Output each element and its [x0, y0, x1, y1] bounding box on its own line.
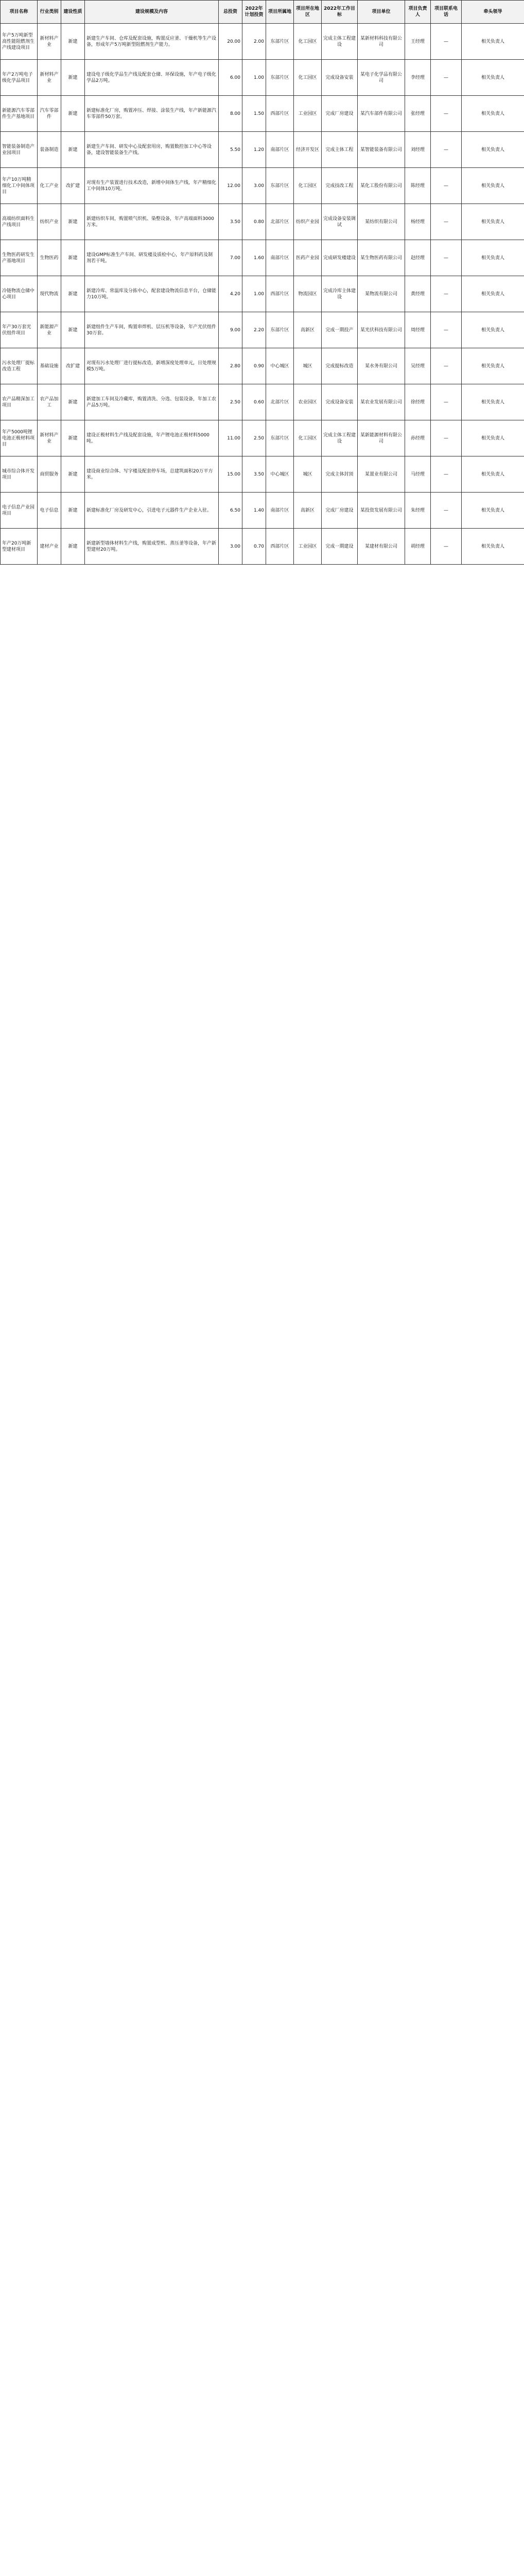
table-cell: —: [431, 384, 462, 420]
table-row: [1, 384, 524, 420]
table-cell: 新材料产业: [38, 60, 61, 96]
table-row: [1, 312, 524, 348]
table-cell: 对现有污水处理厂进行提标改造，新增深度处理单元，日处理规模5万吨。: [85, 348, 219, 384]
table-cell: 6.50: [219, 493, 242, 529]
table-cell: 完成厂房建设: [322, 96, 358, 132]
table-cell: —: [431, 240, 462, 276]
column-header: 建设规模及内容: [85, 1, 219, 24]
table-cell: 医药产业园: [294, 240, 322, 276]
table-cell: 东部片区: [266, 24, 294, 60]
table-cell: 冷链物流仓储中心项目: [1, 276, 38, 312]
table-cell: 生物医药: [38, 240, 61, 276]
table-cell: 完成主体工程建设: [322, 24, 358, 60]
column-header: 项目负责人: [405, 1, 431, 24]
table-cell: 建设正极材料生产线及配套设施，年产锂电池正极材料5000吨。: [85, 420, 219, 456]
table-cell: 某化工股份有限公司: [358, 168, 405, 204]
table-cell: 高新区: [294, 312, 322, 348]
project-table: [0, 0, 524, 565]
table-cell: 3.50: [242, 456, 266, 493]
table-cell: 5.50: [219, 132, 242, 168]
table-cell: 杨经理: [405, 204, 431, 240]
table-cell: 新材料产业: [38, 24, 61, 60]
table-cell: 南部片区: [266, 132, 294, 168]
table-cell: 中心城区: [266, 348, 294, 384]
table-cell: 1.00: [242, 60, 266, 96]
table-cell: 新建标准化厂房，购置冲压、焊接、涂装生产线，年产新能源汽车零部件50万套。: [85, 96, 219, 132]
table-cell: 新建: [61, 529, 85, 565]
table-cell: 北部片区: [266, 204, 294, 240]
table-cell: 7.00: [219, 240, 242, 276]
table-cell: 某新材料科技有限公司: [358, 24, 405, 60]
table-cell: 1.50: [242, 96, 266, 132]
table-cell: 年产5万吨新型高性能阻燃剂生产线建设项目: [1, 24, 38, 60]
table-cell: 1.40: [242, 493, 266, 529]
table-cell: 化工园区: [294, 420, 322, 456]
table-cell: 15.00: [219, 456, 242, 493]
table-cell: 相关负责人: [462, 420, 524, 456]
table-cell: 完成设备安装: [322, 384, 358, 420]
table-cell: 完成主体封顶: [322, 456, 358, 493]
table-cell: 0.60: [242, 384, 266, 420]
table-cell: 完成一期建设: [322, 529, 358, 565]
table-cell: 20.00: [219, 24, 242, 60]
table-cell: —: [431, 420, 462, 456]
table-cell: 相关负责人: [462, 204, 524, 240]
table-cell: 新能源汽车零部件生产基地项目: [1, 96, 38, 132]
table-cell: —: [431, 24, 462, 60]
table-cell: 新建生产车间、仓库及配套设施，购置反应釜、干燥机等生产设备，形成年产5万吨新型阻燃剂生产能力。: [85, 24, 219, 60]
column-header: 建设性质: [61, 1, 85, 24]
table-cell: —: [431, 312, 462, 348]
table-cell: 4.20: [219, 276, 242, 312]
table-cell: 某汽车部件有限公司: [358, 96, 405, 132]
table-cell: 相关负责人: [462, 312, 524, 348]
table-cell: 孙经理: [405, 420, 431, 456]
table-cell: 胡经理: [405, 529, 431, 565]
table-cell: 2.50: [242, 420, 266, 456]
table-cell: 完成主体工程: [322, 132, 358, 168]
table-cell: 新建加工车间及冷藏库，购置清洗、分选、包装设备，年加工农产品5万吨。: [85, 384, 219, 420]
table-cell: 生物医药研发生产基地项目: [1, 240, 38, 276]
table-cell: 纺织产业: [38, 204, 61, 240]
table-cell: 完成一期投产: [322, 312, 358, 348]
table-row: [1, 168, 524, 204]
table-cell: 相关负责人: [462, 240, 524, 276]
table-cell: —: [431, 348, 462, 384]
table-cell: 建设GMP标准生产车间、研发楼及质检中心，年产原料药及制剂若干吨。: [85, 240, 219, 276]
table-cell: 相关负责人: [462, 24, 524, 60]
table-cell: 3.00: [219, 529, 242, 565]
table-cell: 完成研发楼建设: [322, 240, 358, 276]
table-cell: 新建: [61, 384, 85, 420]
table-cell: 12.00: [219, 168, 242, 204]
table-cell: 新建: [61, 276, 85, 312]
table-cell: 城区: [294, 348, 322, 384]
column-header: 牵头领导: [462, 1, 524, 24]
table-cell: 新建新型墙体材料生产线，购置成型机、蒸压釜等设备，年产新型建材20万吨。: [85, 529, 219, 565]
table-cell: 化工园区: [294, 24, 322, 60]
table-cell: 某智能装备有限公司: [358, 132, 405, 168]
table-cell: 新建冷库、常温库及分拣中心，配套建设物流信息平台，仓储能力10万吨。: [85, 276, 219, 312]
table-cell: 某生物医药有限公司: [358, 240, 405, 276]
table-cell: 北部片区: [266, 384, 294, 420]
column-header: 项目联系电话: [431, 1, 462, 24]
table-cell: 年产20万吨新型建材项目: [1, 529, 38, 565]
table-cell: 完成设备安装调试: [322, 204, 358, 240]
table-cell: 污水处理厂提标改造工程: [1, 348, 38, 384]
table-cell: 东部片区: [266, 60, 294, 96]
table-cell: 马经理: [405, 456, 431, 493]
table-body: [1, 24, 524, 565]
table-row: [1, 456, 524, 493]
table-cell: 西部片区: [266, 96, 294, 132]
table-cell: 化工产业: [38, 168, 61, 204]
table-cell: 建材产业: [38, 529, 61, 565]
table-cell: 南部片区: [266, 493, 294, 529]
table-cell: 年产30万套光伏组件项目: [1, 312, 38, 348]
table-row: [1, 204, 524, 240]
table-cell: 吴经理: [405, 348, 431, 384]
table-cell: 0.70: [242, 529, 266, 565]
table-cell: 3.00: [242, 168, 266, 204]
table-cell: 智能装备制造产业园项目: [1, 132, 38, 168]
table-cell: 中心城区: [266, 456, 294, 493]
table-row: [1, 24, 524, 60]
table-cell: 新建纺织车间，购置喷气织机、染整设备，年产高端面料3000万米。: [85, 204, 219, 240]
column-header: 项目名称: [1, 1, 38, 24]
table-cell: 新建: [61, 204, 85, 240]
table-cell: 农业园区: [294, 384, 322, 420]
table-cell: 1.00: [242, 276, 266, 312]
table-cell: 朱经理: [405, 493, 431, 529]
table-cell: 东部片区: [266, 420, 294, 456]
table-cell: 东部片区: [266, 312, 294, 348]
table-cell: 年产2万吨电子级化学品项目: [1, 60, 38, 96]
table-cell: 完成冷库主体建设: [322, 276, 358, 312]
table-cell: 3.50: [219, 204, 242, 240]
table-cell: 工业园区: [294, 96, 322, 132]
table-cell: 相关负责人: [462, 132, 524, 168]
table-cell: 某新能源材料有限公司: [358, 420, 405, 456]
table-cell: 城市综合体开发项目: [1, 456, 38, 493]
table-cell: 王经理: [405, 24, 431, 60]
table-cell: 城区: [294, 456, 322, 493]
table-cell: 某光伏科技有限公司: [358, 312, 405, 348]
table-cell: 电子信息产业园项目: [1, 493, 38, 529]
table-cell: 某置业有限公司: [358, 456, 405, 493]
table-cell: 黄经理: [405, 276, 431, 312]
table-cell: 新建: [61, 312, 85, 348]
table-cell: 6.00: [219, 60, 242, 96]
table-cell: 新建: [61, 456, 85, 493]
table-cell: 相关负责人: [462, 456, 524, 493]
table-cell: 11.00: [219, 420, 242, 456]
table-cell: —: [431, 493, 462, 529]
table-cell: —: [431, 96, 462, 132]
table-cell: 周经理: [405, 312, 431, 348]
table-cell: 2.20: [242, 312, 266, 348]
table-cell: 电子信息: [38, 493, 61, 529]
table-cell: 基础设施: [38, 348, 61, 384]
table-cell: 改扩建: [61, 168, 85, 204]
table-cell: 装备制造: [38, 132, 61, 168]
table-cell: 农产品加工: [38, 384, 61, 420]
table-cell: 新建: [61, 420, 85, 456]
table-cell: 新建: [61, 240, 85, 276]
table-cell: 相关负责人: [462, 384, 524, 420]
table-row: [1, 240, 524, 276]
table-cell: 纺织产业园: [294, 204, 322, 240]
table-cell: 西部片区: [266, 276, 294, 312]
table-cell: 某电子化学品有限公司: [358, 60, 405, 96]
table-row: [1, 529, 524, 565]
table-cell: 完成厂房建设: [322, 493, 358, 529]
table-cell: —: [431, 132, 462, 168]
table-cell: 新建: [61, 493, 85, 529]
table-cell: 农产品精深加工项目: [1, 384, 38, 420]
table-cell: 某农业发展有限公司: [358, 384, 405, 420]
table-cell: 汽车零部件: [38, 96, 61, 132]
table-cell: 相关负责人: [462, 348, 524, 384]
table-row: [1, 96, 524, 132]
table-cell: 东部片区: [266, 168, 294, 204]
table-cell: 赵经理: [405, 240, 431, 276]
table-row: [1, 132, 524, 168]
column-header: 2022年工作目标: [322, 1, 358, 24]
table-cell: 南部片区: [266, 240, 294, 276]
table-cell: 工业园区: [294, 529, 322, 565]
table-cell: 建设电子级化学品生产线及配套仓储、环保设施，年产电子级化学品2万吨。: [85, 60, 219, 96]
table-cell: 高新区: [294, 493, 322, 529]
table-cell: 相关负责人: [462, 493, 524, 529]
table-cell: 新建: [61, 132, 85, 168]
table-cell: 年产10万吨精细化工中间体项目: [1, 168, 38, 204]
table-cell: 某纺织有限公司: [358, 204, 405, 240]
table-cell: 9.00: [219, 312, 242, 348]
table-cell: —: [431, 276, 462, 312]
table-row: [1, 420, 524, 456]
table-row: [1, 60, 524, 96]
table-cell: 经济开发区: [294, 132, 322, 168]
table-cell: 新建: [61, 96, 85, 132]
table-cell: —: [431, 168, 462, 204]
table-cell: 某投资发展有限公司: [358, 493, 405, 529]
table-cell: 物流园区: [294, 276, 322, 312]
table-cell: 建设商业综合体、写字楼及配套停车场，总建筑面积20万平方米。: [85, 456, 219, 493]
column-header: 行业类别: [38, 1, 61, 24]
table-cell: 8.00: [219, 96, 242, 132]
table-cell: 新建标准化厂房及研发中心，引进电子元器件生产企业入驻。: [85, 493, 219, 529]
table-cell: 完成提标改造: [322, 348, 358, 384]
table-cell: 相关负责人: [462, 168, 524, 204]
table-cell: 某水务有限公司: [358, 348, 405, 384]
table-cell: 徐经理: [405, 384, 431, 420]
table-cell: 某建材有限公司: [358, 529, 405, 565]
table-cell: 年产5000吨锂电池正极材料项目: [1, 420, 38, 456]
table-cell: 1.20: [242, 132, 266, 168]
table-cell: 李经理: [405, 60, 431, 96]
column-header: 项目所属地: [266, 1, 294, 24]
table-cell: 现代物流: [38, 276, 61, 312]
table-cell: 化工园区: [294, 60, 322, 96]
table-row: [1, 493, 524, 529]
table-cell: 2.80: [219, 348, 242, 384]
table-cell: 相关负责人: [462, 96, 524, 132]
table-row: [1, 348, 524, 384]
table-cell: —: [431, 456, 462, 493]
header-row: [1, 1, 524, 24]
table-cell: 新材料产业: [38, 420, 61, 456]
table-cell: 化工园区: [294, 168, 322, 204]
table-cell: 0.90: [242, 348, 266, 384]
table-cell: 商贸服务: [38, 456, 61, 493]
table-cell: 相关负责人: [462, 60, 524, 96]
table-cell: —: [431, 204, 462, 240]
column-header: 项目所在地区: [294, 1, 322, 24]
table-cell: 新能源产业: [38, 312, 61, 348]
table-cell: 新建: [61, 60, 85, 96]
table-cell: 1.60: [242, 240, 266, 276]
table-cell: —: [431, 60, 462, 96]
table-cell: 相关负责人: [462, 276, 524, 312]
column-header: 总投资: [219, 1, 242, 24]
table-cell: 2.50: [219, 384, 242, 420]
table-cell: 新建生产车间、研发中心及配套用房，购置数控加工中心等设备，建设智能装备生产线。: [85, 132, 219, 168]
table-cell: —: [431, 529, 462, 565]
table-cell: 完成设备安装: [322, 60, 358, 96]
table-cell: 新建: [61, 24, 85, 60]
table-cell: 新建组件生产车间，购置串焊机、层压机等设备，年产光伏组件30万套。: [85, 312, 219, 348]
table-cell: 西部片区: [266, 529, 294, 565]
table-cell: 相关负责人: [462, 529, 524, 565]
column-header: 项目单位: [358, 1, 405, 24]
table-row: [1, 276, 524, 312]
table-cell: 完成主体工程建设: [322, 420, 358, 456]
table-cell: 2.00: [242, 24, 266, 60]
table-cell: 完成技改工程: [322, 168, 358, 204]
table-cell: 0.80: [242, 204, 266, 240]
table-cell: 对现有生产装置进行技术改造，新增中间体生产线，年产精细化工中间体10万吨。: [85, 168, 219, 204]
table-cell: 某物流有限公司: [358, 276, 405, 312]
table-cell: 高端纺织面料生产线项目: [1, 204, 38, 240]
table-cell: 张经理: [405, 96, 431, 132]
column-header: 2022年计划投资: [242, 1, 266, 24]
table-cell: 陈经理: [405, 168, 431, 204]
table-cell: 刘经理: [405, 132, 431, 168]
table-cell: 改扩建: [61, 348, 85, 384]
